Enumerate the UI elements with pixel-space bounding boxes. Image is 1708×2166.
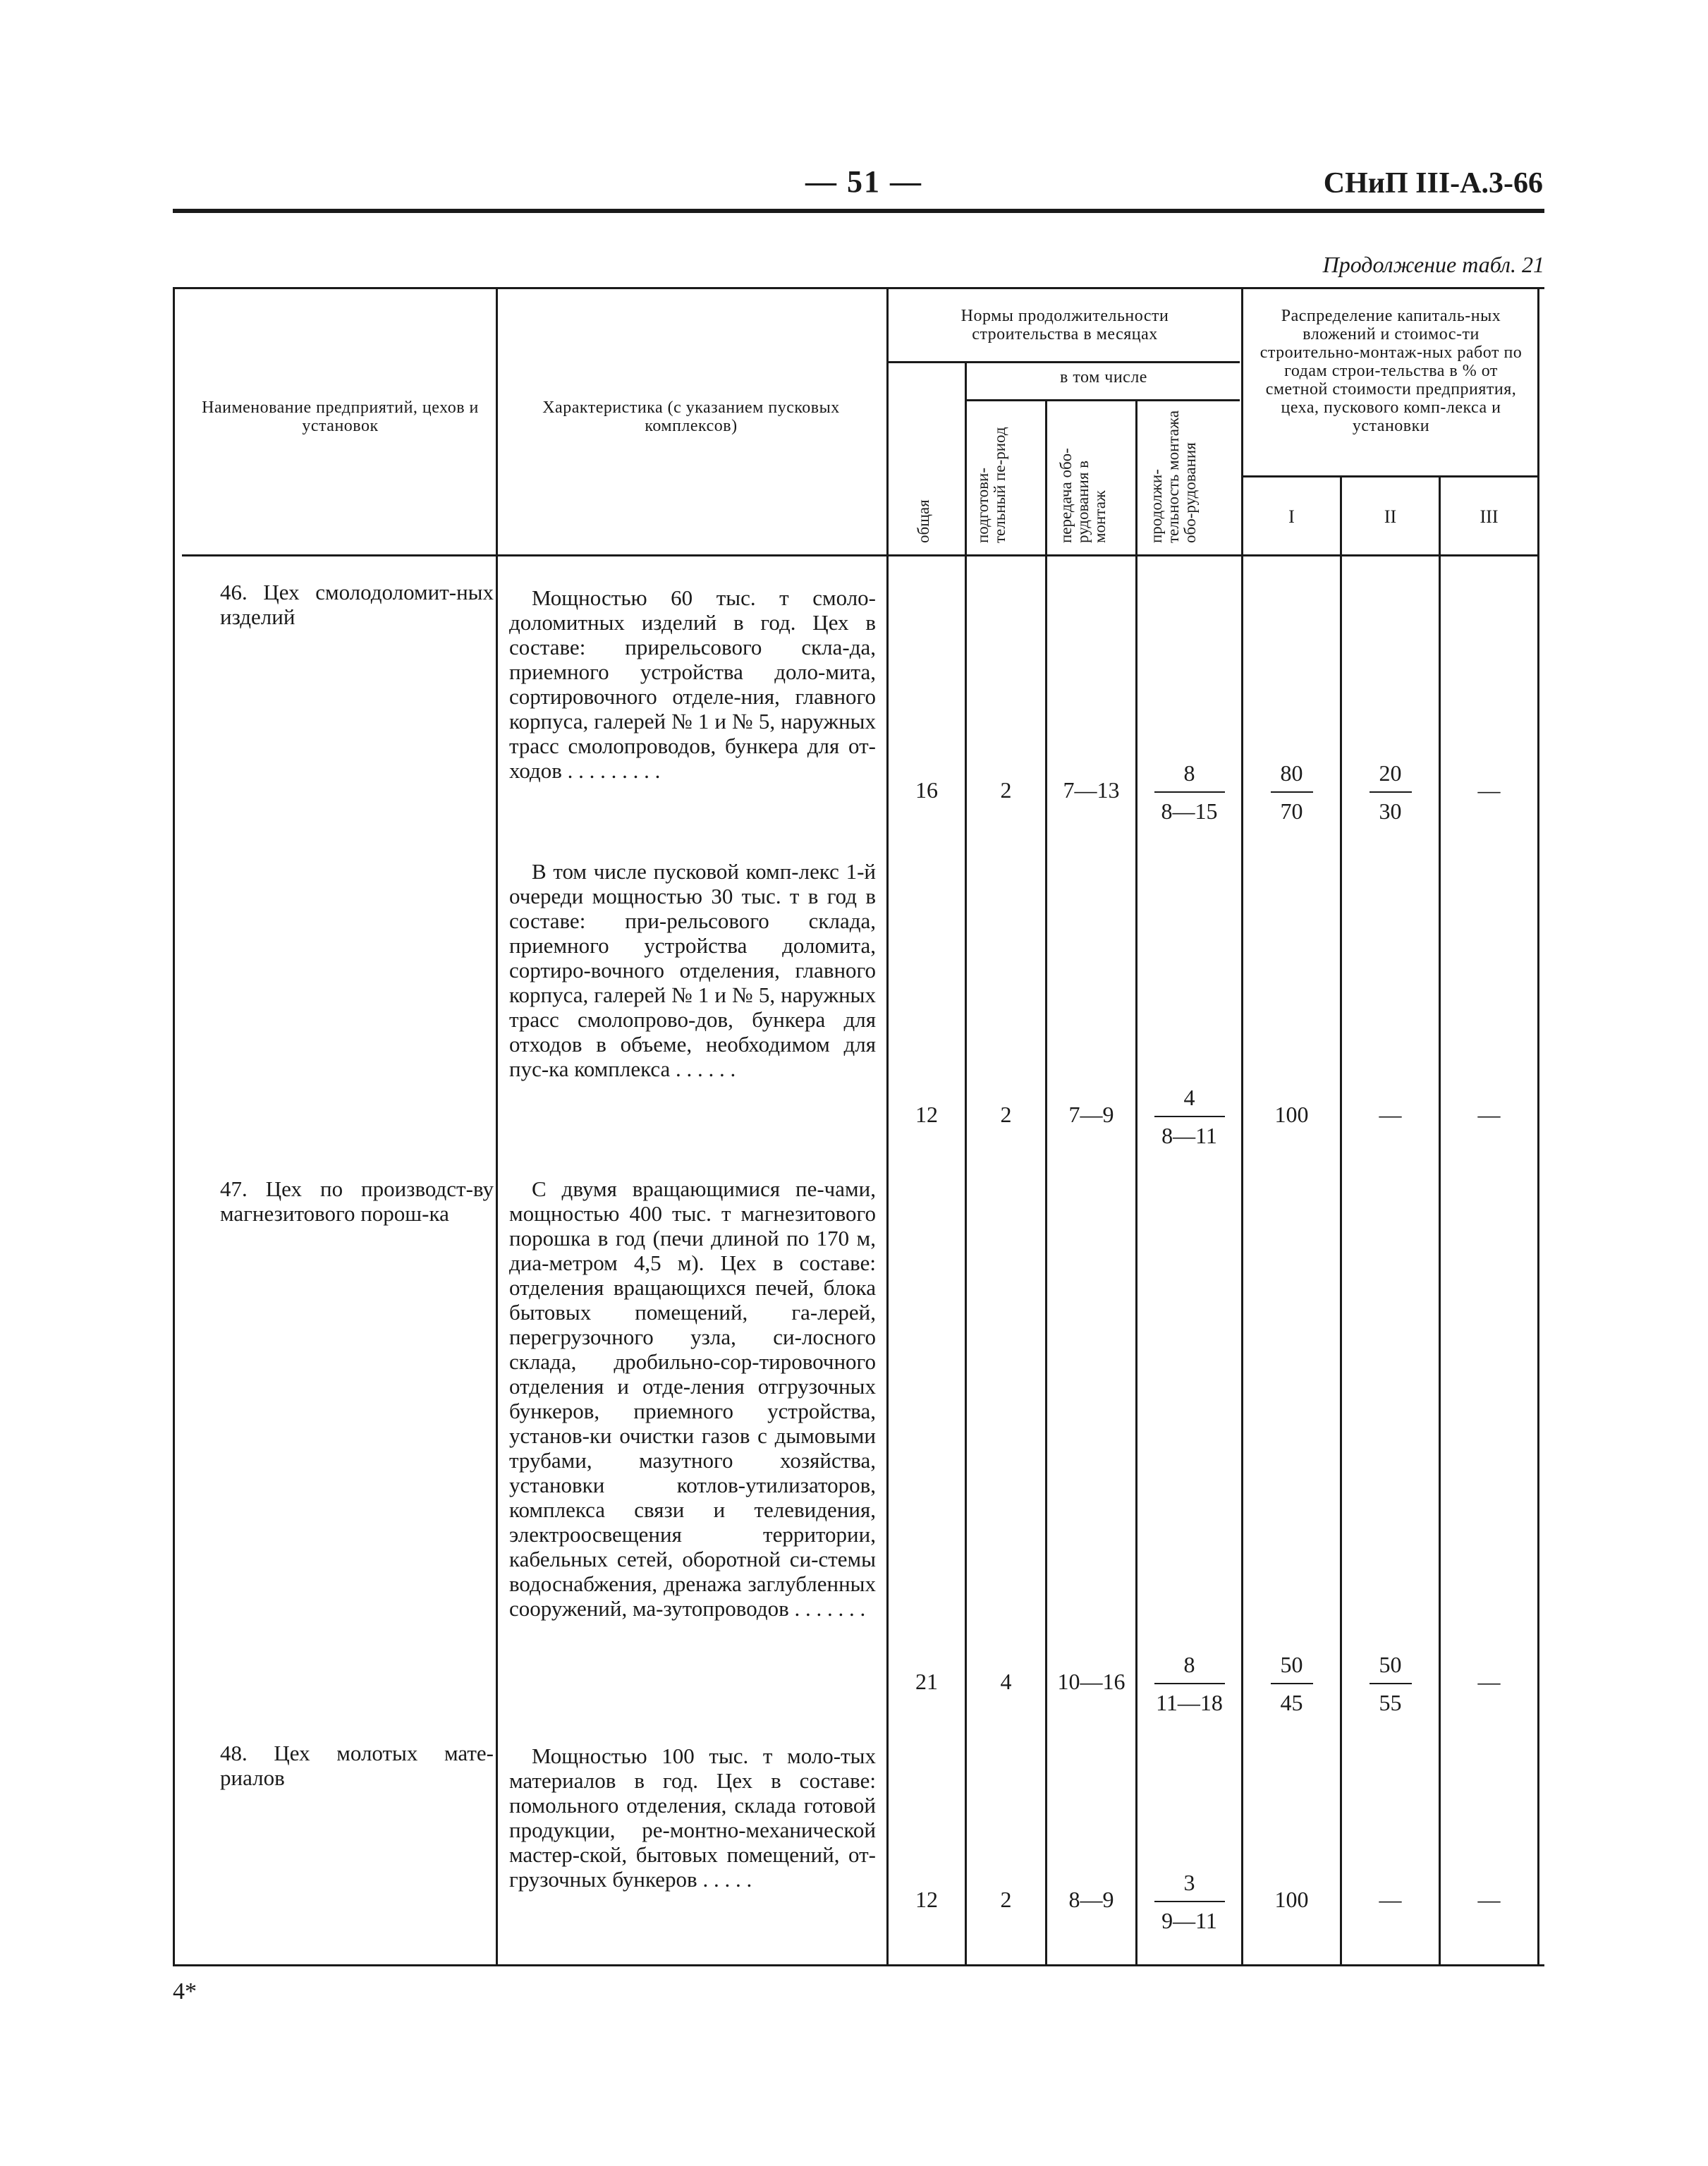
row-year2: — <box>1379 1102 1402 1127</box>
header-equipment-transfer: передача обо-рудования в монтаж <box>1057 448 1109 543</box>
row-duration-fraction <box>1137 1650 1241 1717</box>
row-description <box>509 859 876 1081</box>
fraction-denominator: 30 <box>1379 798 1402 824</box>
row-description-text: Мощностью 60 тыс. т смоло-доломитных изделий в год. Цех в составе: прирельсового скла-да, приемного устройства доло-мита, сортировочного отделе-ния, главного корпуса, галерей № 1 и № 5, наружных трасс смолопроводов, бункера для от-ходов . . . . . . . . . <box>509 585 876 783</box>
row-description <box>509 1744 876 1892</box>
fraction-denominator: 70 <box>1280 798 1303 824</box>
row-preparatory: 2 <box>1000 1887 1012 1912</box>
col-divider-3 <box>965 361 967 1966</box>
row-name-47 <box>185 1176 494 1226</box>
fraction-numerator: 8 <box>1154 759 1225 793</box>
row-transfer: 7—13 <box>1063 777 1120 803</box>
table-top-rule <box>173 287 1544 289</box>
row-name-text: 48. Цех молотых мате-риалов <box>220 1741 494 1790</box>
col-divider-1 <box>496 287 498 1966</box>
row-year1: 100 <box>1274 1887 1309 1912</box>
fraction-denominator: 45 <box>1280 1690 1303 1715</box>
row-year3: — <box>1477 777 1501 803</box>
table-right-border <box>1537 287 1539 1966</box>
row-year2-fraction <box>1342 1650 1439 1717</box>
col-divider-8 <box>1439 475 1441 1966</box>
fraction-numerator: 50 <box>1271 1650 1313 1684</box>
footer-mark: 4* <box>173 1978 197 2004</box>
fraction-denominator: 55 <box>1379 1690 1402 1715</box>
row-description <box>509 585 876 783</box>
row-description-text: В том числе пусковой комп-лекс 1-й очереди мощностью 30 тыс. т в год в составе: при-рельсового склада, приемного устройства доломита, сортиро-вочного отделения, главного корпуса, галерей № 1 и № 5, наружных трасс смолопрово-дов, бункера для отходов в объеме, необходимом для пус-ка комплекса . . . . . . <box>509 859 876 1081</box>
table-bottom-rule <box>173 1964 1544 1966</box>
table-left-border <box>173 287 175 1966</box>
row-year1: 100 <box>1274 1102 1309 1127</box>
row-year1-fraction <box>1243 759 1340 825</box>
row-name-text: 46. Цех смолодоломит-ных изделий <box>220 580 494 629</box>
row-year1-fraction <box>1243 1650 1340 1717</box>
row-year3: — <box>1477 1887 1501 1912</box>
row-description <box>509 1176 876 1621</box>
page-number: — 51 — <box>805 164 922 199</box>
fraction-numerator: 4 <box>1154 1083 1225 1117</box>
row-general: 21 <box>915 1669 938 1694</box>
row-transfer: 8—9 <box>1068 1887 1114 1912</box>
row-year2: — <box>1379 1887 1402 1912</box>
row-year2-fraction <box>1342 759 1439 825</box>
norms-sub-rule <box>889 361 1240 363</box>
fraction-denominator: 8—15 <box>1161 798 1218 824</box>
header-year-2: II <box>1384 506 1397 527</box>
row-general: 12 <box>915 1887 938 1912</box>
header-rule <box>173 209 1544 213</box>
row-year3: — <box>1477 1669 1501 1694</box>
row-description-text: Мощностью 100 тыс. т моло-тых материалов в год. Цех в составе: помольного отделения, склада готовой продукции, ре-монтно-механической мастер-ской, бытовых помещений, от-грузочных бункеров . . . . . <box>509 1744 876 1892</box>
header-in-total: в том числе <box>1060 368 1147 387</box>
row-duration-fraction <box>1137 759 1241 825</box>
fraction-denominator: 11—18 <box>1156 1690 1223 1715</box>
row-duration-fraction <box>1137 1083 1241 1150</box>
row-duration-fraction <box>1137 1868 1241 1935</box>
row-name-48 <box>185 1741 494 1790</box>
row-transfer: 7—9 <box>1068 1102 1114 1127</box>
header-name-column: Наименование предприятий, цехов и установок <box>202 398 479 435</box>
row-preparatory: 4 <box>1000 1669 1012 1694</box>
row-preparatory: 2 <box>1000 777 1012 803</box>
header-installation-duration: продолжи-тельность монтажа обо-рудования <box>1147 410 1199 543</box>
row-transfer: 10—16 <box>1057 1669 1126 1694</box>
fraction-numerator: 80 <box>1271 759 1313 793</box>
document-code: СНиП III-А.3-66 <box>1323 167 1543 200</box>
fraction-numerator: 20 <box>1370 759 1412 793</box>
intotal-sub-rule <box>966 399 1240 401</box>
header-year-1: I <box>1288 506 1295 527</box>
fraction-numerator: 8 <box>1154 1650 1225 1684</box>
row-description-text: С двумя вращающимися пе-чами, мощностью 400 тыс. т магнезитового порошка в год (печи длиной по 170 м, диа-метром 4,5 м). Цех в составе: отделения вращающихся печей, блока бытовых помещений, га-лерей, перегрузочного узла, си-лосного склада, дробильно-сор-тировочного отделения и отде-ления отгрузочных бункеров, приемного устройства, установ-ки очистки газов с дымовыми трубами, мазутного хозяйства, установки котлов-утилизаторов, комплекса связи и телевидения, электроосвещения территории, кабельных сетей, оборотной си-стемы водоснабжения, дренажа заглубленных сооружений, ма-зутопроводов . . . . . . . <box>509 1176 876 1621</box>
row-general: 16 <box>915 777 938 803</box>
distribution-sub-rule <box>1243 475 1539 477</box>
row-year3: — <box>1477 1102 1501 1127</box>
fraction-numerator: 3 <box>1154 1868 1225 1902</box>
fraction-numerator: 50 <box>1370 1650 1412 1684</box>
header-norms: Нормы продолжительности строительства в месяцах <box>960 307 1169 343</box>
col-divider-7 <box>1340 475 1342 1966</box>
row-name-text: 47. Цех по производст-ву магнезитового порош-ка <box>220 1176 494 1226</box>
header-year-3: III <box>1480 506 1499 527</box>
header-general: общая <box>915 499 932 543</box>
col-divider-4 <box>1045 399 1047 1966</box>
row-preparatory: 2 <box>1000 1102 1012 1127</box>
table-header-bottom-rule <box>182 554 1539 556</box>
table-continuation-caption: Продолжение табл. 21 <box>1322 252 1544 277</box>
row-name-46 <box>185 580 494 629</box>
col-divider-5 <box>1135 399 1137 1966</box>
row-general: 12 <box>915 1102 938 1127</box>
header-distribution: Распределение капиталь-ных вложений и стоимос-ти строительно-монтаж-ных работ по годам строи-тельства в % от сметной стоимости предприятия, цеха, пускового комп-лекса и установки <box>1259 307 1523 435</box>
header-characteristic-column: Характеристика (с указанием пусковых комплексов) <box>542 398 840 435</box>
fraction-denominator: 8—11 <box>1161 1123 1217 1148</box>
fraction-denominator: 9—11 <box>1161 1908 1217 1933</box>
header-preparatory: подготови-тельный пе-риод <box>974 427 1008 543</box>
